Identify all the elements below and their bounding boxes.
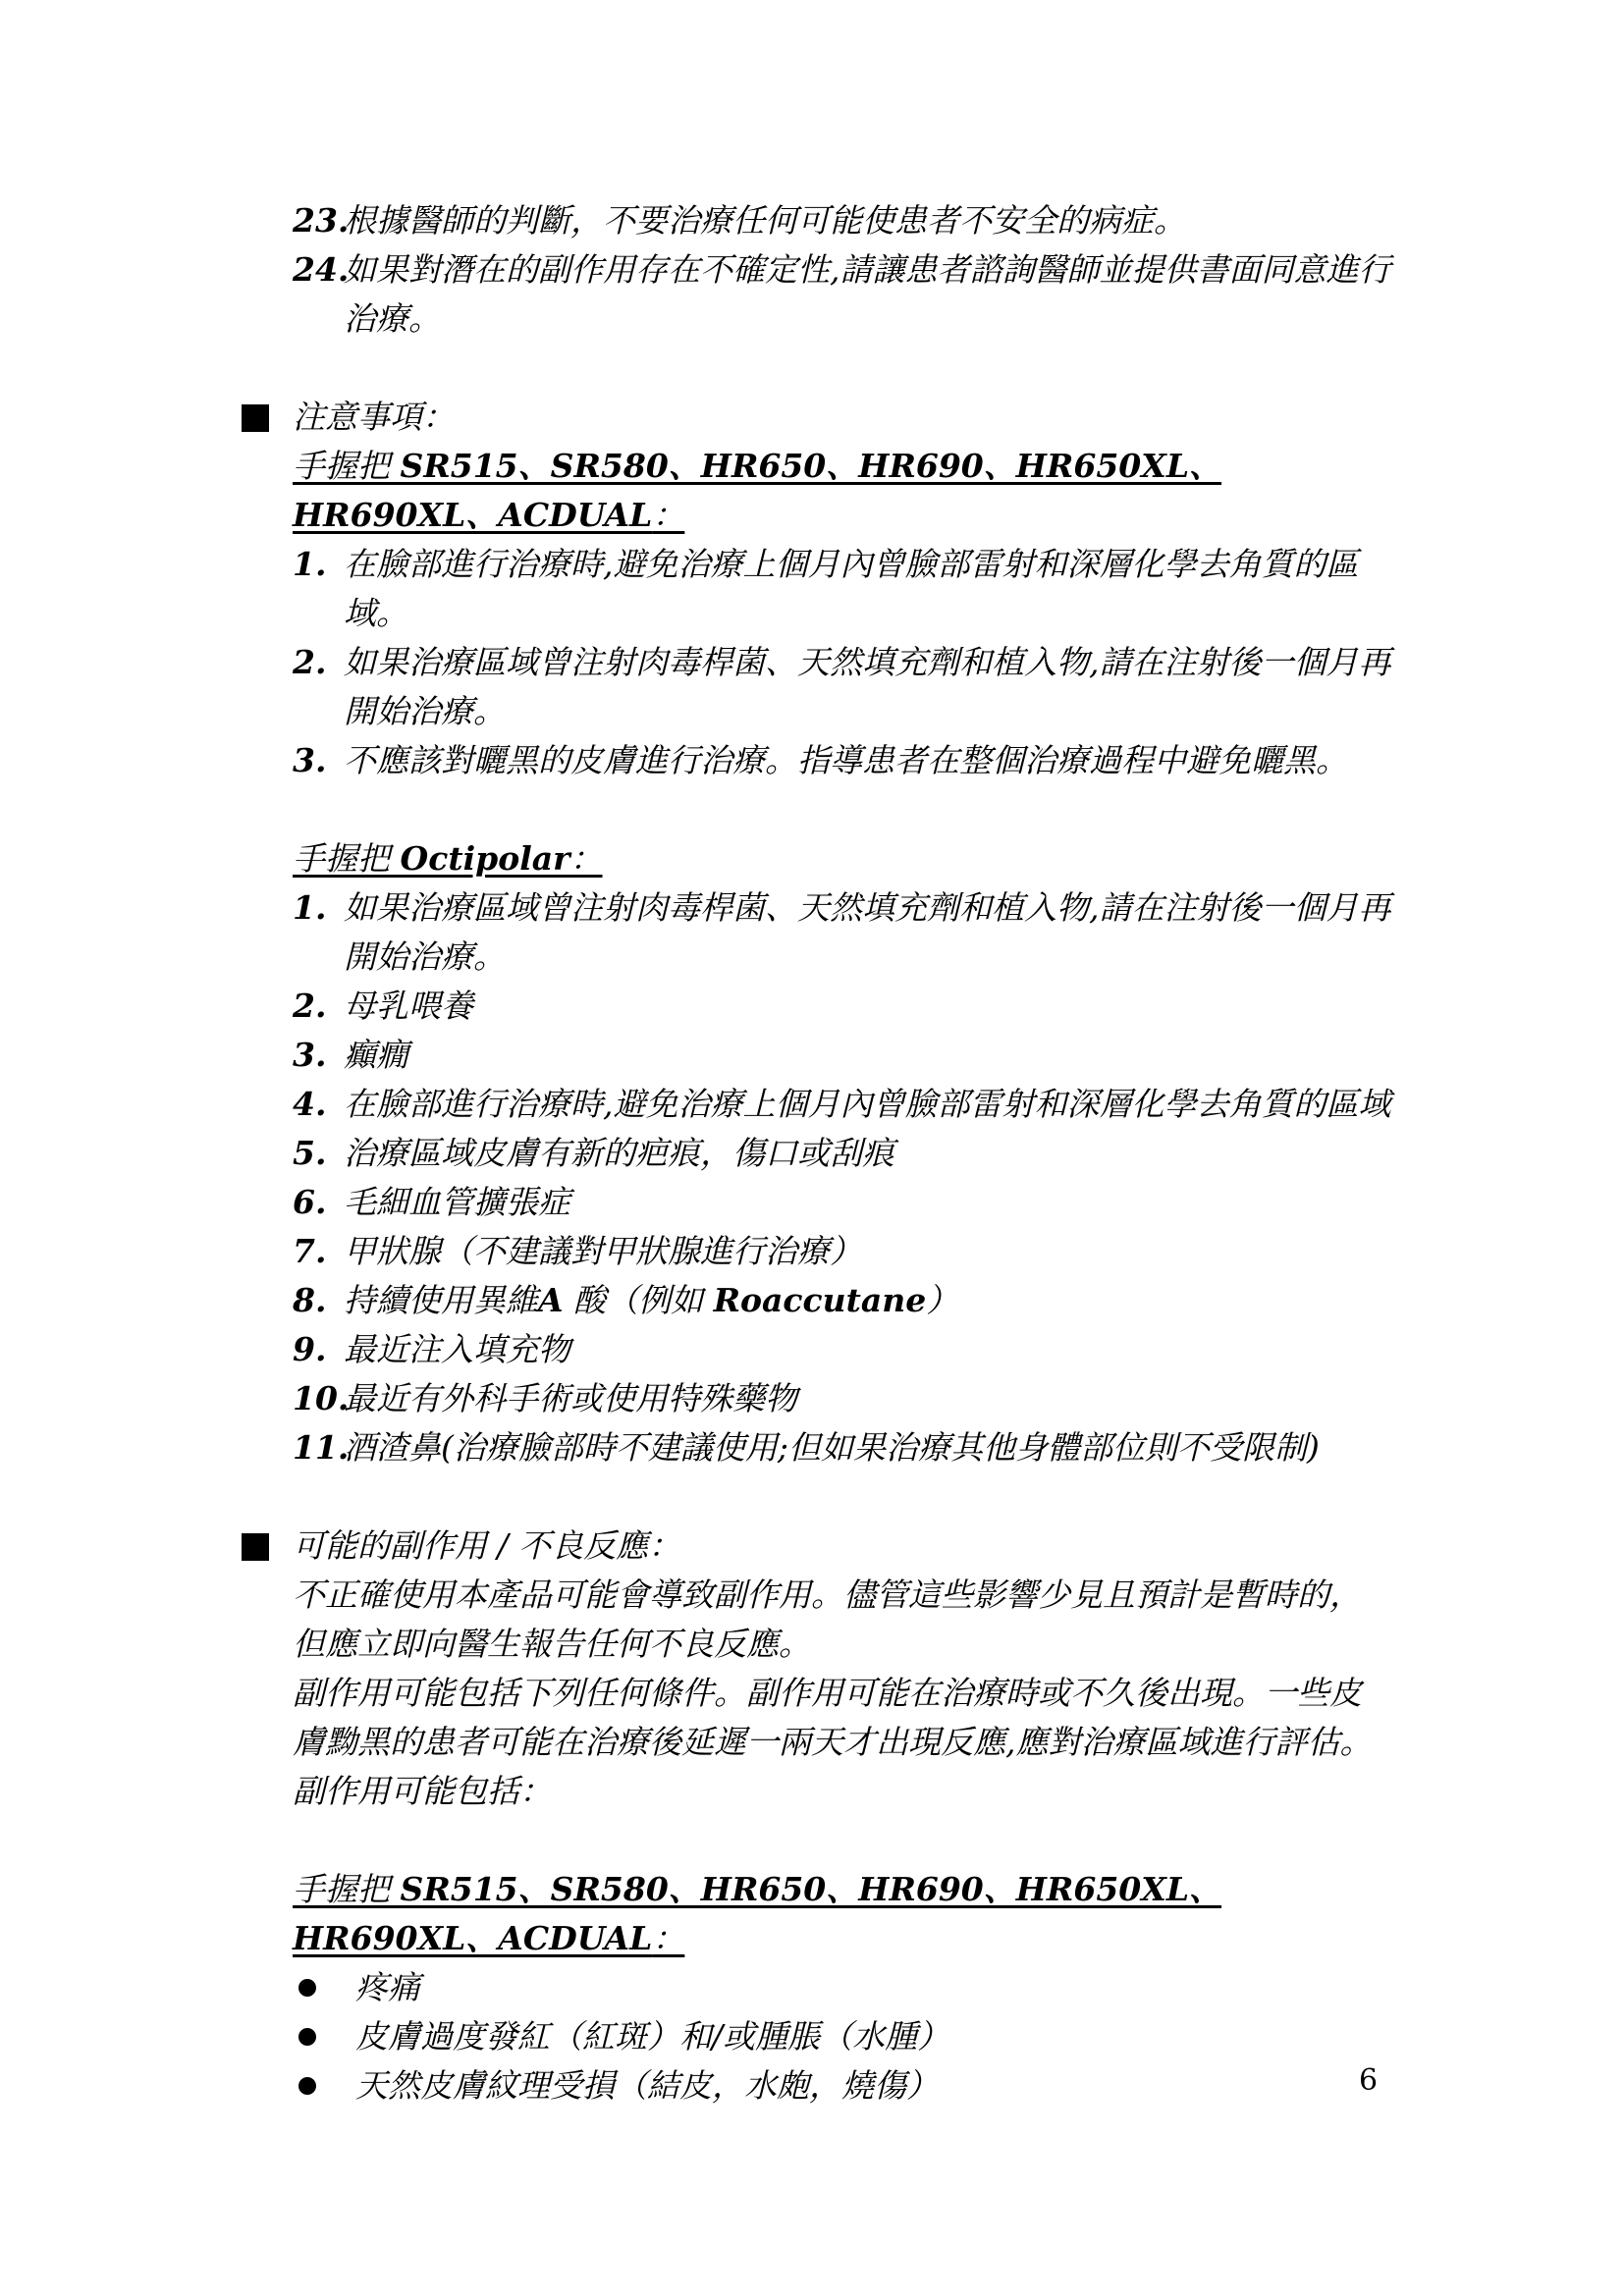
list-item: 2. 母乳喂養 [293,987,473,1025]
paragraph: 副作用可能包括： [293,1772,552,1810]
list-item: 3. 不應該對曬黑的皮膚進行治療。指導患者在整個治療過程中避免曬黑。 [293,741,1348,779]
list-item [293,245,1392,344]
page-number: 6 [1359,2063,1379,2098]
page-content [293,196,1392,2110]
handpiece-group-title: 手握把 SR515、SR580、HR650、HR690、HR650XL、HR690XL、ACDUAL： [293,447,1222,534]
list-item: 9. 最近注入填充物 [293,1330,570,1368]
list-item: 2. 如果治療區域曾注射肉毒桿菌、天然填充劑和植入物,請在注射後一個月再開始治療。 [293,643,1391,730]
paragraph: 副作用可能包括下列任何條件。副作用可能在治療時或不久後出現。一些皮膚黝黑的患者可能在治療後延遲一兩天才出現反應,應對治療區域進行評估。 [293,1674,1373,1761]
bullet-dot-icon [298,2077,316,2095]
item-number: 24. [293,250,350,289]
list-item: 5. 治療區域皮膚有新的疤痕，傷口或刮痕 [293,1134,894,1172]
list-item: 3. 癲癇 [293,1036,408,1074]
square-bullet-icon [242,404,269,432]
bullet-item: 皮膚過度發紅（紅斑）和/或腫脹（水腫） [293,2012,1392,2061]
side-effects-section [293,1522,1392,2110]
list-item: 1. 在臉部進行治療時,避免治療上個月內曾臉部雷射和深層化學去角質的區域。 [293,545,1359,632]
bullet-dot-icon [298,2028,316,2046]
handpiece-group-title: 手握把 Octipolar： [293,839,603,878]
section-heading: 可能的副作用 / 不良反應： [293,1526,681,1565]
bullet-item: 疼痛 [293,1963,1392,2012]
item-number: 23. [293,201,350,240]
list-item: 6. 毛細血管擴張症 [293,1183,570,1221]
list-item: 4. 在臉部進行治療時,避免治療上個月內曾臉部雷射和深層化學去角質的區域 [293,1085,1391,1123]
list-item: 7. 甲狀腺（不建議對甲狀腺進行治療） [293,1232,862,1270]
paragraph: 不正確使用本產品可能會導致副作用。儘管這些影響少見且預計是暫時的，但應立即向醫生報告任何不良反應。 [293,1575,1362,1663]
bullet-dot-icon [298,1979,316,1997]
list-item [293,196,1392,245]
handpiece-group-title: 手握把 SR515、SR580、HR650、HR690、HR650XL、HR690XL、ACDUAL： [293,1870,1222,1957]
list-item: 10. 最近有外科手術或使用特殊藥物 [293,1379,797,1417]
list-item: 1. 如果治療區域曾注射肉毒桿菌、天然填充劑和植入物,請在注射後一個月再開始治療。 [293,888,1391,976]
item-text: 如果對潛在的副作用存在不確定性,請讓患者諮詢醫師並提供書面同意進行治療。 [344,250,1391,338]
list-item: 8. 持續使用異維A 酸（例如 Roaccutane） [293,1281,959,1319]
item-text: 根據醫師的判斷，不要治療任何可能使患者不安全的病症。 [344,201,1186,240]
precautions-section [293,393,1392,1472]
list-item: 11. 酒渣鼻(治療臉部時不建議使用;但如果治療其他身體部位則不受限制) [293,1428,1320,1467]
bullet-item: 天然皮膚紋理受損（結皮，水皰，燒傷） [293,2061,1392,2110]
section-heading: 注意事項： [293,398,455,436]
square-bullet-icon [242,1533,269,1561]
